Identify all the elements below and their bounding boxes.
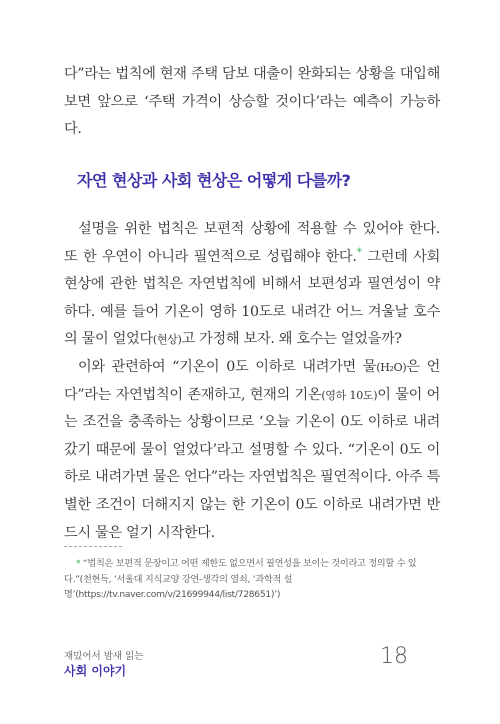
paragraph-2-part3: 이 물이 어는 조건을 충족하는 상황이므로 ‘오늘 기온이 0도 이하로 내려갔기 때문에 물이 얼었다’라고 설명할 수 있다. “기온이 0도 이하로 내려가면 물은 언다”라는 자연법칙은 필연적이다. 아주 특별한 조건이 더해지지 않는 한 기온이 0도 이하로 내려가면 반드시 물은 얼기 시작한다. [64, 386, 440, 541]
paragraph-1-part1: 설명을 위한 법칙은 보편적 상황에 적용할 수 있어야 한다. 또 한 우연이 아니라 필연적으로 성립해야 한다. [64, 221, 440, 265]
footnote-divider [64, 546, 122, 547]
intro-paragraph [64, 61, 440, 144]
paragraph-2 [64, 354, 440, 547]
paragraph-2-part2: 은 언다”라는 자연법칙이 존재하고, 현재의 기온 [64, 358, 440, 403]
page-number: 18 [380, 644, 408, 669]
paragraph-1-paren: (현상) [152, 333, 182, 347]
intro-text: 다”라는 법칙에 현재 주택 담보 대출이 완화되는 상황을 대입해 보면 앞으로 ‘주택 가격이 상승할 것이다’라는 예측이 가능하다. [64, 66, 440, 138]
paragraph-1-part3: 고 가정해 보자. 왜 호수는 얼었을까? [181, 331, 402, 348]
paragraph-2-paren2: (영하 10도) [321, 388, 378, 402]
book-title: 사회 이야기 [64, 664, 127, 678]
footnote-marker: * [356, 244, 362, 258]
main-text [64, 216, 440, 547]
paragraph-2-part1: 이와 관련하여 “기온이 0도 이하로 내려가면 물 [78, 358, 377, 375]
paragraph-1 [64, 216, 440, 354]
paragraph-2-paren: (H₂O) [376, 360, 407, 374]
book-subtitle: 재밌어서 밤새 읽는 [64, 651, 144, 662]
section-heading: 자연 현상과 사회 현상은 어떻게 다를까? [77, 171, 351, 190]
footnote [64, 556, 440, 603]
footnote-marker-bottom: * [76, 558, 81, 569]
footnote-text: “법칙은 보편적 문장이고 어떤 제한도 없으면서 필연성을 보이는 것이라고 정의할 수 있다.”(천현득, ‘서울대 지식교양 강연-생각의 열쇠, ‘과학적 설명’(https://tv.naver.com/v/21699944/list/728651)’) [64, 558, 417, 600]
paragraph-1-part2: 그런데 사회 현상에 관한 법칙은 자연법칙에 비해서 보편성과 필연성이 약하다. 예를 들어 기온이 영하 10도로 내려간 어느 겨울날 호수의 물이 얼었다 [64, 248, 440, 348]
